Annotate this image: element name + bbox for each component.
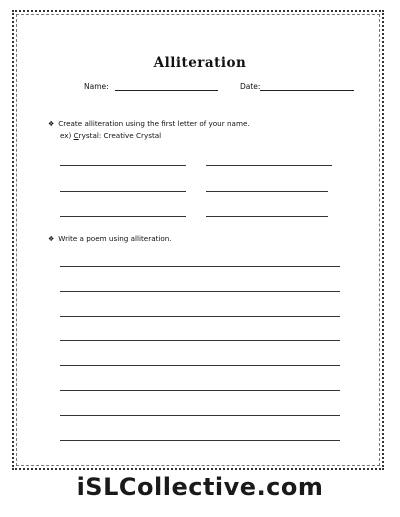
answer-line-left-3[interactable] <box>60 216 186 217</box>
poem-line-1[interactable] <box>60 266 340 267</box>
example-prefix: ex) <box>60 131 74 140</box>
answer-line-right-1[interactable] <box>206 165 332 166</box>
instruction-2 <box>48 233 172 245</box>
date-label: Date: <box>240 82 261 91</box>
worksheet-title: Alliteration <box>153 55 247 71</box>
instruction-2-text: Write a poem using alliteration. <box>58 234 172 243</box>
poem-line-7[interactable] <box>60 415 340 416</box>
poem-line-2[interactable] <box>60 291 340 292</box>
name-line[interactable] <box>115 82 218 91</box>
instruction-1 <box>48 118 250 130</box>
name-label: Name: <box>84 82 109 91</box>
diamond-bullet-icon: ❖ <box>48 120 55 128</box>
name-field <box>84 82 218 91</box>
answer-line-left-2[interactable] <box>60 191 186 192</box>
poem-line-4[interactable] <box>60 340 340 341</box>
example-rest: rystal: Creative Crystal <box>78 131 162 140</box>
poem-line-6[interactable] <box>60 390 340 391</box>
answer-line-left-1[interactable] <box>60 165 186 166</box>
poem-line-8[interactable] <box>60 440 340 441</box>
site-watermark: iSLCollective.com <box>76 473 324 501</box>
answer-line-right-3[interactable] <box>206 216 328 217</box>
date-field <box>240 82 354 91</box>
instruction-1-text: Create alliteration using the first letter of your name. <box>58 119 250 128</box>
poem-line-3[interactable] <box>60 316 340 317</box>
example-initial: C <box>73 131 79 140</box>
example-text <box>60 131 161 140</box>
date-line[interactable] <box>260 82 354 91</box>
diamond-bullet-icon: ❖ <box>48 235 55 243</box>
poem-line-5[interactable] <box>60 365 340 366</box>
answer-line-right-2[interactable] <box>206 191 328 192</box>
